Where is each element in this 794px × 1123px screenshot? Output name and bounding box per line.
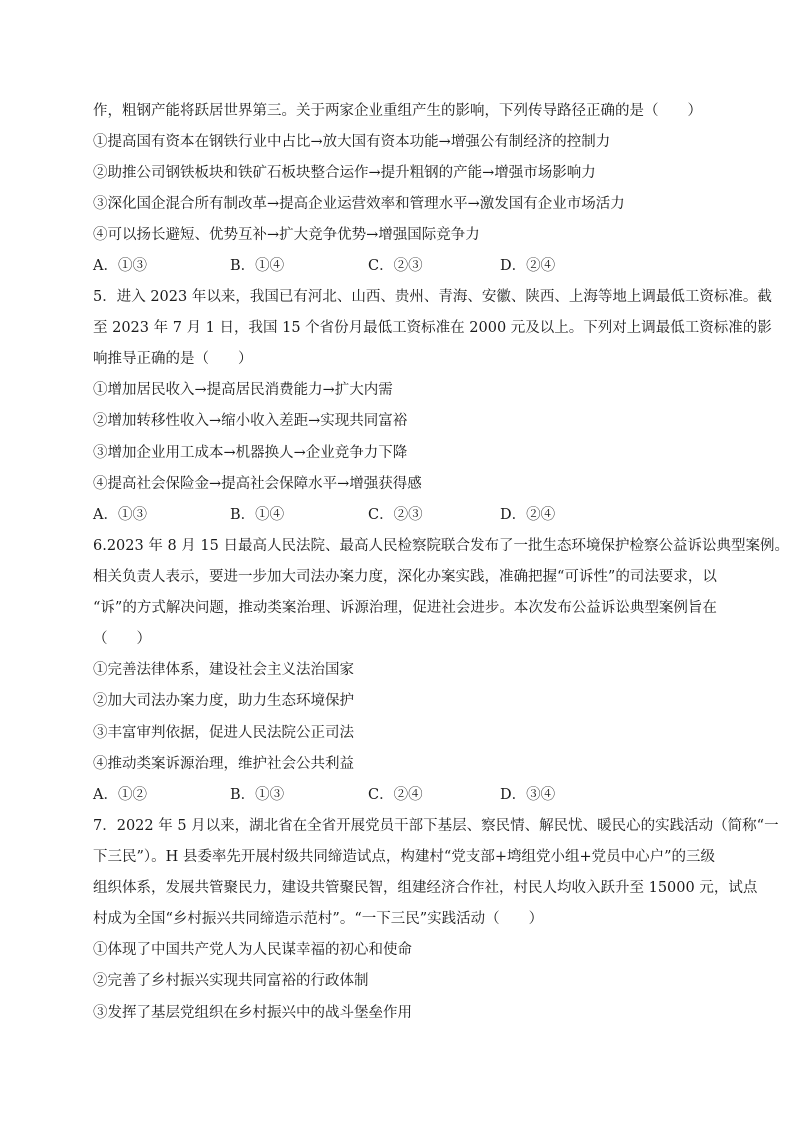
q5-stem-line-2: 至 2023 年 7 月 1 日，我国 15 个省份月最低工资标准在 2000 元及以上。下列对上调最低工资标准的影 bbox=[93, 320, 772, 336]
q5-option-a[interactable]: A．①③ bbox=[93, 507, 147, 523]
q7-stem-line-1: 7．2022 年 5 月以来，湖北省在全省开展党员干部下基层、察民情、解民忧、暖民心的实践活动（简称“一 bbox=[93, 818, 779, 834]
q5-item-4: ④提高社会保险金→提高社会保障水平→增强获得感 bbox=[93, 476, 422, 492]
q6-item-4: ④推动类案诉源治理，维护社会公共利益 bbox=[93, 756, 354, 772]
q7-item-1: ①体现了中国共产党人为人民谋幸福的初心和使命 bbox=[93, 942, 412, 958]
q6-option-b[interactable]: B．①③ bbox=[230, 787, 285, 803]
q4-option-b[interactable]: B．①④ bbox=[230, 258, 285, 274]
q5-option-d[interactable]: D．②④ bbox=[500, 507, 556, 523]
q7-stem-line-3: 组织体系，发展共管聚民力，建设共管聚民智，组建经济合作社，村民人均收入跃升至 15000 元，试点 bbox=[93, 880, 758, 896]
q6-option-d[interactable]: D．③④ bbox=[500, 787, 556, 803]
q6-stem-line-1: 6.2023 年 8 月 15 日最高人民法院、最高人民检察院联合发布了一批生态环境保护检察公益诉讼典型案例。 bbox=[93, 538, 789, 554]
q6-stem-line-2: 相关负责人表示，要进一步加大司法办案力度，深化办案实践，准确把握“可诉性”的司法要求，以 bbox=[93, 569, 717, 585]
q6-item-2: ②加大司法办案力度，助力生态环境保护 bbox=[93, 693, 354, 709]
q4-stem-tail: 作，粗钢产能将跃居世界第三。关于两家企业重组产生的影响，下列传导路径正确的是（ ） bbox=[93, 103, 702, 119]
q5-item-1: ①增加居民收入→提高居民消费能力→扩大内需 bbox=[93, 382, 393, 398]
q4-item-2: ②助推公司钢铁板块和铁矿石板块整合运作→提升粗钢的产能→增强市场影响力 bbox=[93, 165, 596, 181]
q5-option-b[interactable]: B．①④ bbox=[230, 507, 285, 523]
q7-item-2: ②完善了乡村振兴实现共同富裕的行政体制 bbox=[93, 973, 369, 989]
q5-stem-line-1: 5．进入 2023 年以来，我国已有河北、山西、贵州、青海、安徽、陕西、上海等地上调最低工资标准。截 bbox=[93, 289, 772, 305]
q5-item-3: ③增加企业用工成本→机器换人→企业竞争力下降 bbox=[93, 445, 408, 461]
q4-option-a[interactable]: A．①③ bbox=[93, 258, 147, 274]
q6-item-1: ①完善法律体系，建设社会主义法治国家 bbox=[93, 662, 354, 678]
q4-option-c[interactable]: C．②③ bbox=[368, 258, 423, 274]
q4-item-3: ③深化国企混合所有制改革→提高企业运营效率和管理水平→激发国有企业市场活力 bbox=[93, 196, 625, 212]
q6-stem-line-4: （ ） bbox=[93, 631, 151, 647]
q6-item-3: ③丰富审判依据，促进人民法院公正司法 bbox=[93, 725, 354, 741]
q6-stem-line-3: “诉”的方式解决问题，推动类案治理、诉源治理，促进社会进步。本次发布公益诉讼典型案例旨在 bbox=[93, 600, 717, 616]
q4-item-1: ①提高国有资本在钢铁行业中占比→放大国有资本功能→增强公有制经济的控制力 bbox=[93, 134, 611, 150]
q5-option-c[interactable]: C．②③ bbox=[368, 507, 423, 523]
q6-option-a[interactable]: A．①② bbox=[93, 787, 147, 803]
q5-stem-line-3: 响推导正确的是（ ） bbox=[93, 351, 253, 367]
q5-item-2: ②增加转移性收入→缩小收入差距→实现共同富裕 bbox=[93, 413, 408, 429]
q6-option-c[interactable]: C．②④ bbox=[368, 787, 423, 803]
q7-item-3: ③发挥了基层党组织在乡村振兴中的战斗堡垒作用 bbox=[93, 1005, 412, 1021]
q7-stem-line-4: 村成为全国“乡村振兴共同缔造示范村”。“一下三民”实践活动（ ） bbox=[93, 911, 544, 927]
q4-item-4: ④可以扬长避短、优势互补→扩大竞争优势→增强国际竞争力 bbox=[93, 227, 480, 243]
q7-stem-line-2: 下三民”）。H 县委率先开展村级共同缔造试点，构建村“党支部+塆组党小组+党员中心户”的三级 bbox=[93, 849, 716, 865]
q4-option-d[interactable]: D．②④ bbox=[500, 258, 556, 274]
